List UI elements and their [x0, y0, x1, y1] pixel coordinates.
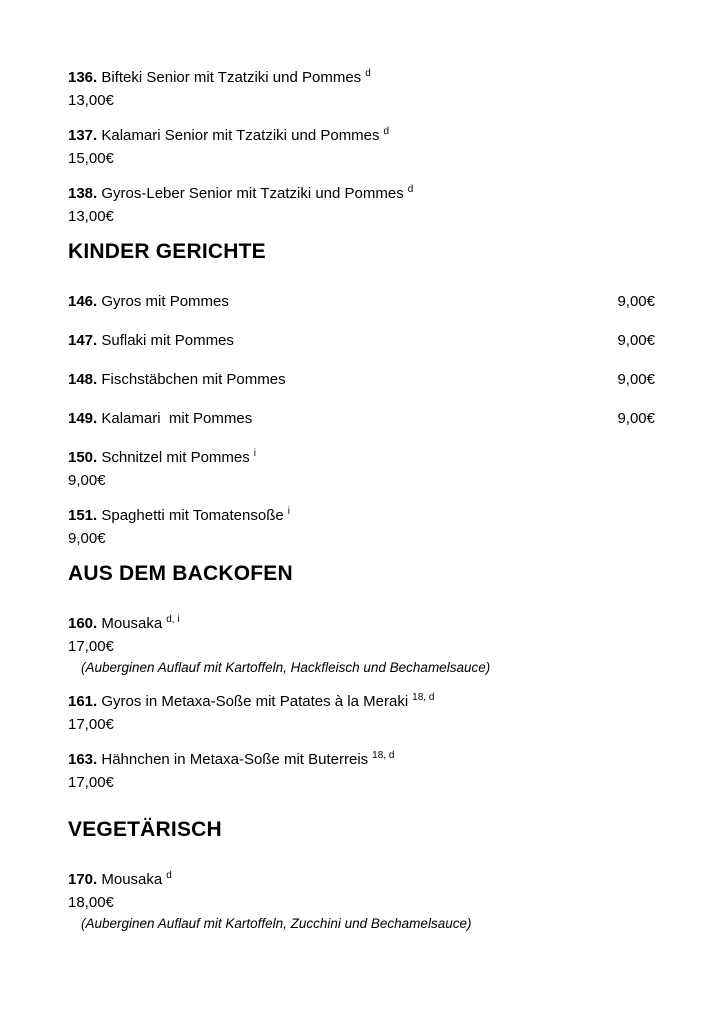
menu-section-3: [68, 818, 655, 934]
item-title: [68, 446, 256, 469]
menu-list: [68, 66, 655, 934]
menu-item: [68, 182, 655, 228]
item-title-line: [68, 748, 655, 771]
item-number: 136.: [68, 69, 98, 86]
item-number: 137.: [68, 127, 98, 144]
menu-item: [68, 66, 655, 112]
menu-item: [68, 290, 655, 313]
item-title: [68, 329, 234, 352]
item-price: 17,00€: [68, 638, 114, 655]
item-number: 138.: [68, 185, 98, 202]
item-name: Mousaka: [97, 615, 163, 632]
item-title: [68, 748, 394, 771]
item-name: Mousaka: [97, 871, 163, 888]
item-price: 9,00€: [68, 472, 106, 489]
item-name: Kalamari mit Pommes: [97, 410, 253, 427]
menu-item: [68, 748, 655, 794]
item-price: 9,00€: [617, 410, 655, 427]
item-note: (Auberginen Auflauf mit Kartoffeln, Zucchini und Bechamelsauce): [81, 916, 472, 931]
item-allergen-superscript: d: [166, 870, 172, 881]
item-title: [68, 182, 413, 205]
item-title-line: [68, 407, 655, 430]
item-name: Kalamari Senior mit Tzatziki und Pommes: [97, 127, 380, 144]
item-title: [68, 290, 229, 313]
item-number: 161.: [68, 693, 98, 710]
item-note: (Auberginen Auflauf mit Kartoffeln, Hackfleisch und Bechamelsauce): [81, 660, 491, 675]
item-price: 9,00€: [68, 530, 106, 547]
item-number: 160.: [68, 615, 98, 632]
item-title-line: [68, 290, 655, 313]
item-price: 9,00€: [617, 332, 655, 349]
menu-item: [68, 407, 655, 430]
section-heading: AUS DEM BACKOFEN: [68, 562, 293, 585]
item-name: Hähnchen in Metaxa-Soße mit Buterreis: [97, 751, 369, 768]
item-name: Suflaki mit Pommes: [97, 332, 234, 349]
item-title-line: [68, 504, 655, 527]
menu-section-1: [68, 240, 655, 550]
item-title: [68, 690, 434, 713]
item-allergen-superscript: 18, d: [372, 750, 395, 761]
item-title-line: [68, 329, 655, 352]
item-title-line: [68, 124, 655, 147]
item-number: 149.: [68, 410, 98, 427]
menu-item: [68, 329, 655, 352]
item-title-line: [68, 690, 655, 713]
menu-item: [68, 612, 655, 678]
menu-section-2: [68, 562, 655, 794]
menu-item: [68, 446, 655, 492]
item-title: [68, 868, 172, 891]
item-allergen-superscript: i: [253, 448, 256, 459]
item-number: 148.: [68, 371, 98, 388]
item-title-line: [68, 368, 655, 391]
item-allergen-superscript: d, i: [166, 614, 180, 625]
item-number: 147.: [68, 332, 98, 349]
item-name: Gyros in Metaxa-Soße mit Patates à la Meraki: [97, 693, 409, 710]
item-title-line: [68, 182, 655, 205]
item-number: 150.: [68, 449, 98, 466]
item-title: [68, 368, 286, 391]
menu-item: [68, 504, 655, 550]
item-price: 9,00€: [617, 293, 655, 310]
menu-item: [68, 368, 655, 391]
item-price: 17,00€: [68, 716, 114, 733]
item-title: [68, 407, 252, 430]
item-name: Fischstäbchen mit Pommes: [97, 371, 286, 388]
item-title: [68, 612, 180, 635]
item-title-line: [68, 66, 655, 89]
item-number: 163.: [68, 751, 98, 768]
item-name: Schnitzel mit Pommes: [97, 449, 250, 466]
item-allergen-superscript: i: [287, 506, 290, 517]
item-name: Spaghetti mit Tomatensoße: [97, 507, 284, 524]
item-name: Gyros mit Pommes: [97, 293, 229, 310]
menu-item: [68, 124, 655, 170]
section-heading: KINDER GERICHTE: [68, 240, 266, 263]
item-price: 13,00€: [68, 92, 114, 109]
item-price: 9,00€: [617, 371, 655, 388]
item-number: 151.: [68, 507, 98, 524]
item-name: Gyros-Leber Senior mit Tzatziki und Pommes: [97, 185, 404, 202]
item-number: 170.: [68, 871, 98, 888]
item-price: 18,00€: [68, 894, 114, 911]
section-heading: VEGETÄRISCH: [68, 818, 222, 841]
item-name: Bifteki Senior mit Tzatziki und Pommes: [97, 69, 362, 86]
item-title: [68, 66, 371, 89]
item-price: 17,00€: [68, 774, 114, 791]
item-allergen-superscript: d: [383, 126, 390, 137]
item-price: 13,00€: [68, 208, 114, 225]
menu-item: [68, 868, 655, 934]
item-allergen-superscript: 18, d: [412, 692, 435, 703]
menu-section-0: [68, 66, 655, 228]
item-allergen-superscript: d: [365, 68, 371, 79]
item-title-line: [68, 446, 655, 469]
item-title: [68, 124, 389, 147]
item-title-line: [68, 612, 655, 635]
item-number: 146.: [68, 293, 98, 310]
item-allergen-superscript: d: [407, 184, 414, 195]
item-title: [68, 504, 290, 527]
menu-item: [68, 690, 655, 736]
item-title-line: [68, 868, 655, 891]
item-price: 15,00€: [68, 150, 114, 167]
